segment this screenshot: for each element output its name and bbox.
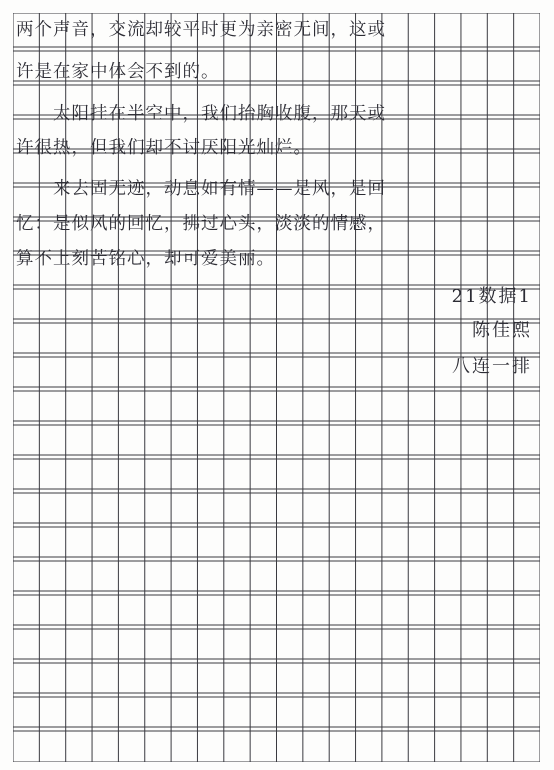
essay-line-3: 太阳挂在半空中，我们抬胸收腹，那天或 (16, 104, 386, 124)
essay-line-6: 忆：是似风的回忆，拂过心头，淡淡的情感， (16, 214, 386, 234)
essay-line-2: 许是在家中体会不到的。 (16, 62, 220, 82)
essay-line-7: 算不上刻苦铭心，却可爱美丽。 (16, 249, 275, 269)
signature-unit: 八连一排 (452, 356, 532, 377)
signature-name: 陈佳熙 (472, 320, 532, 341)
essay-line-1: 两个声音，交流却较平时更为亲密无间，这或 (16, 20, 386, 40)
essay-line-5: 来去固无迹，动息如有情——是风，是回 (16, 179, 386, 199)
essay-line-4: 许很热，但我们却不讨厌阳光灿烂。 (16, 138, 312, 158)
signature-class: 21数据1 (451, 286, 532, 307)
